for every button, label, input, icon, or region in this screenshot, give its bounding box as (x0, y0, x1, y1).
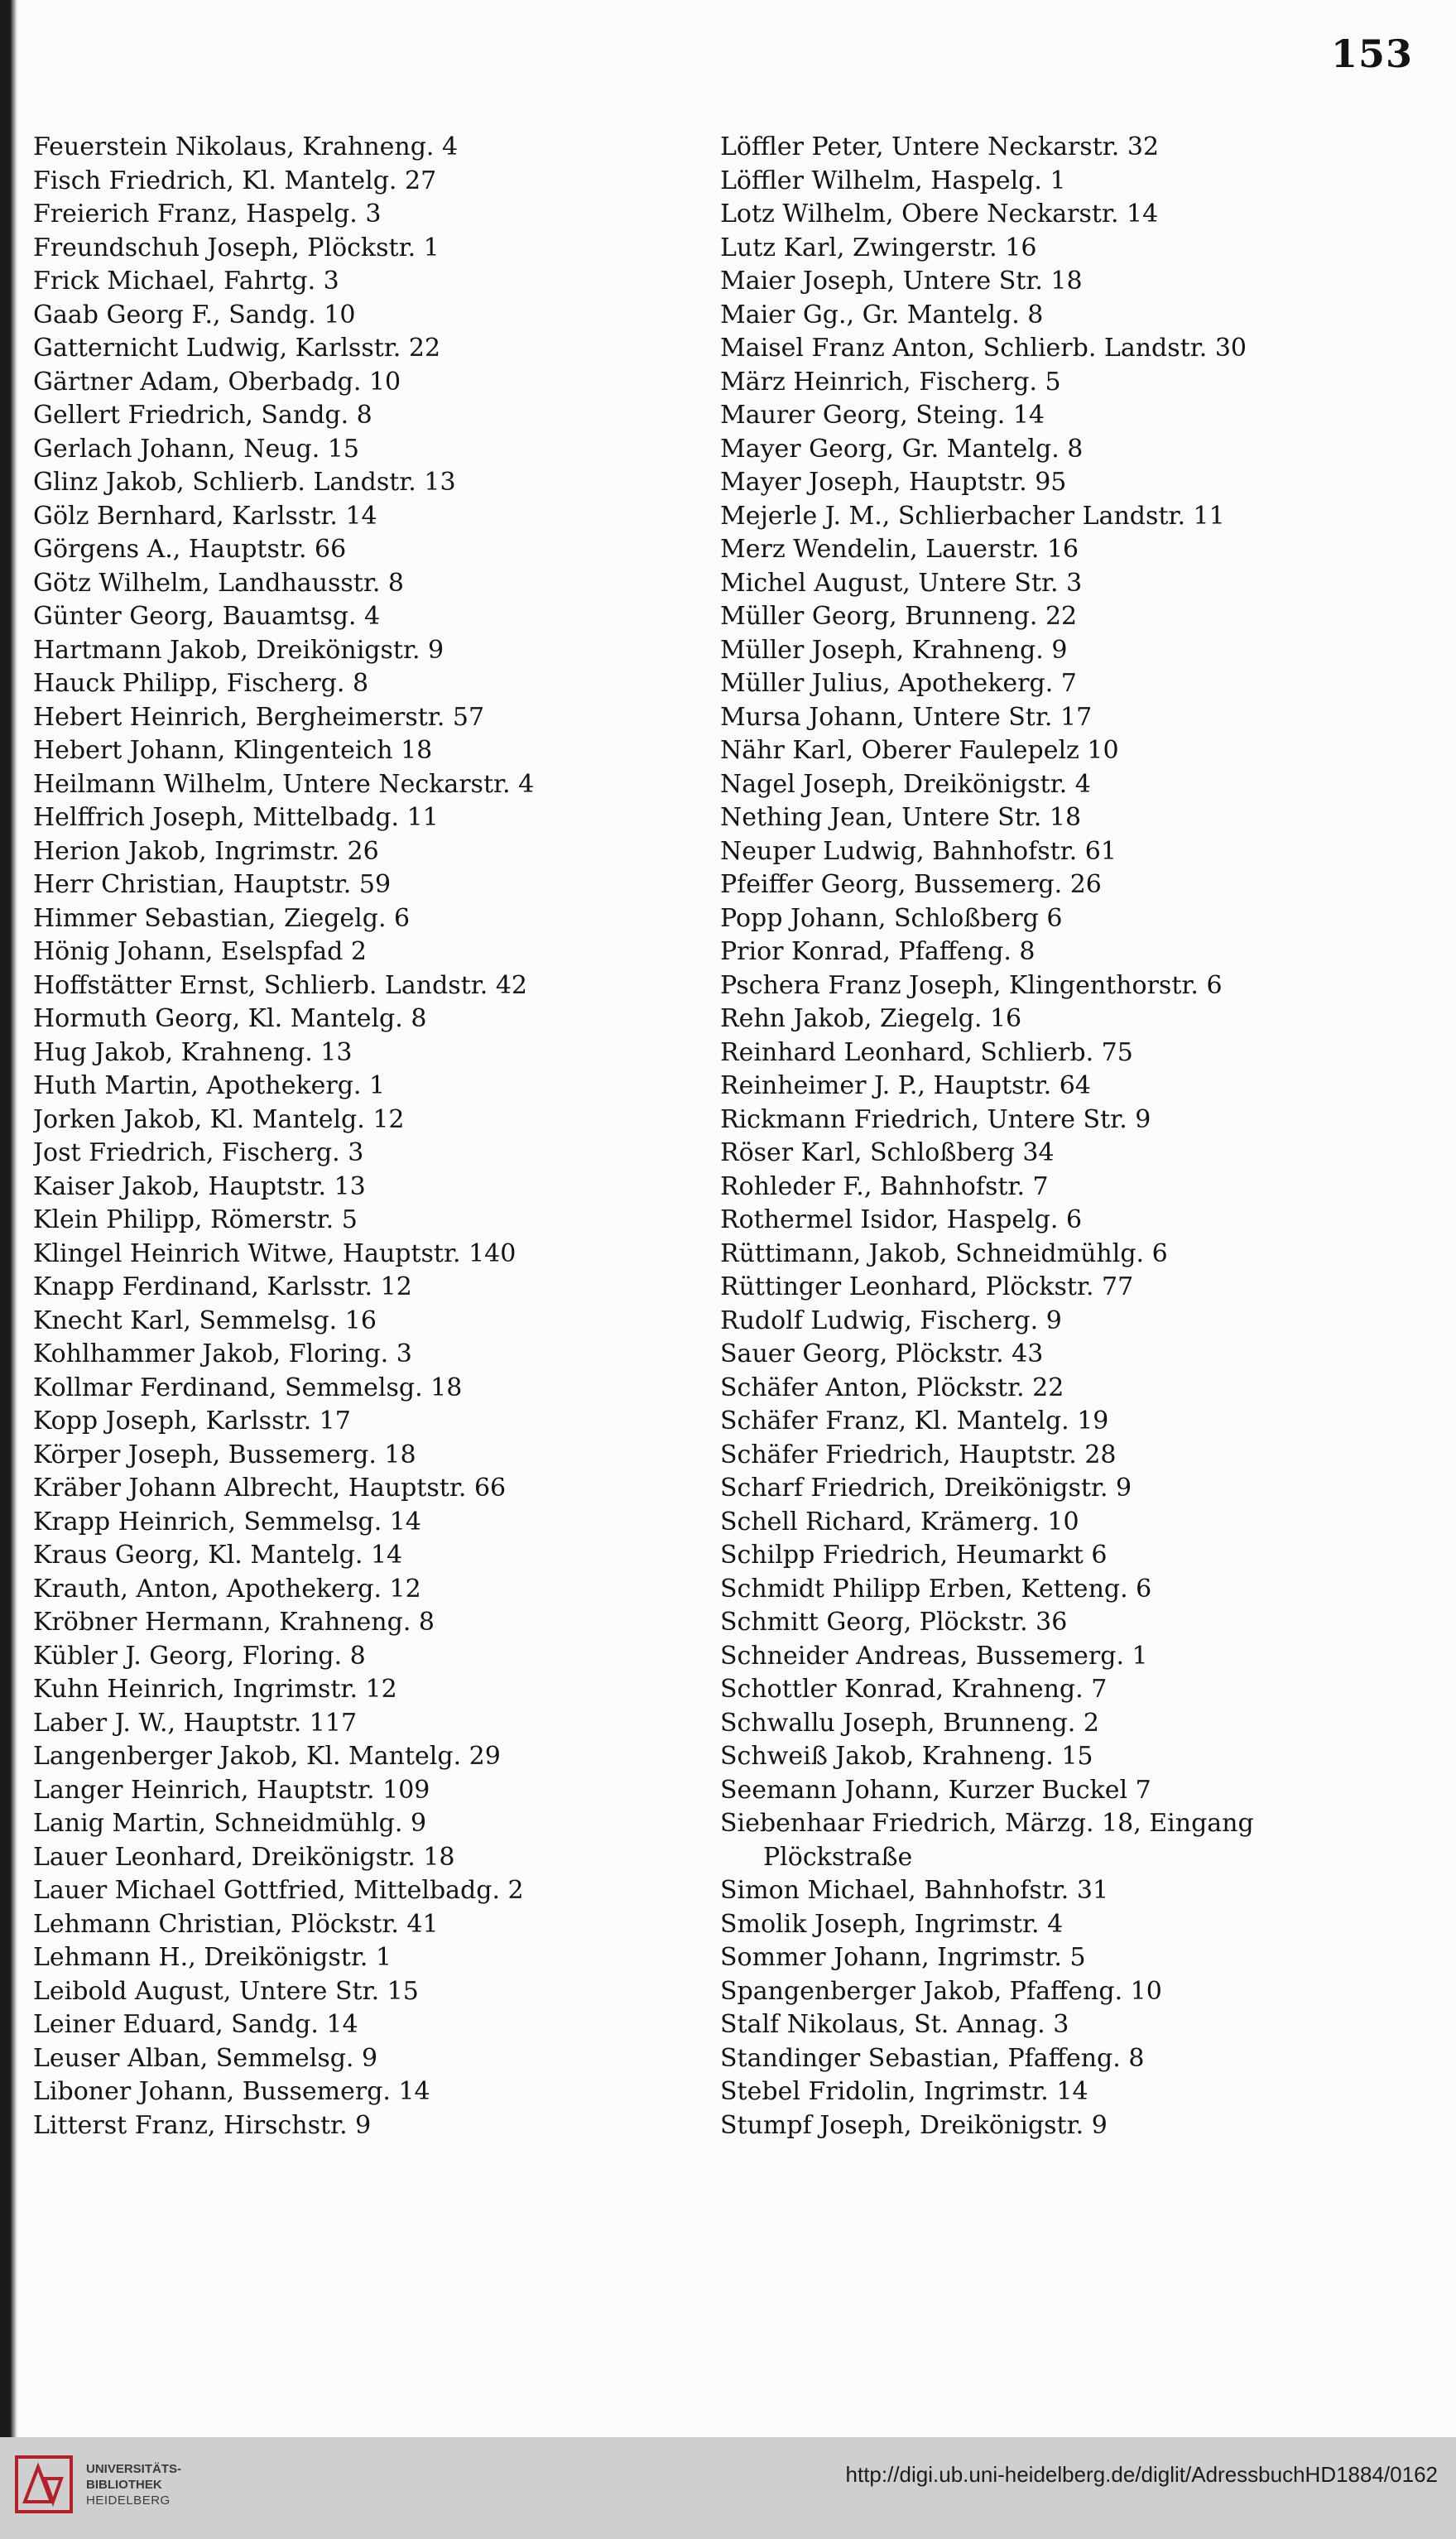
logo-line-1: UNIVERSITÄTS- (86, 2461, 182, 2476)
directory-entry: Kuhn Heinrich, Ingrimstr. 12 (33, 1675, 397, 1704)
left-column-directory (33, 131, 695, 2142)
directory-entry: Spangenberger Jakob, Pfaffeng. 10 (720, 1976, 1162, 2006)
directory-entry: Klein Philipp, Römerstr. 5 (33, 1205, 358, 1234)
directory-entry: Mursa Johann, Untere Str. 17 (720, 702, 1093, 732)
directory-entry: Lehmann H., Dreikönigstr. 1 (33, 1943, 392, 1972)
directory-entry: Stumpf Joseph, Dreikönigstr. 9 (720, 2110, 1108, 2140)
directory-entry: Stebel Fridolin, Ingrimstr. 14 (720, 2077, 1088, 2106)
directory-entry: Nething Jean, Untere Str. 18 (720, 803, 1082, 832)
directory-entry: Leibold August, Untere Str. 15 (33, 1976, 419, 2006)
directory-entry: Kaiser Jakob, Hauptstr. 13 (33, 1171, 366, 1201)
directory-entry: Knapp Ferdinand, Karlsstr. 12 (33, 1272, 412, 1301)
directory-entry: Hug Jakob, Krahneng. 13 (33, 1037, 353, 1067)
directory-entry: Rüttinger Leonhard, Plöckstr. 77 (720, 1272, 1134, 1301)
directory-entry: Herr Christian, Hauptstr. 59 (33, 870, 392, 899)
directory-entry: Heilmann Wilhelm, Untere Neckarstr. 4 (33, 769, 535, 799)
directory-entry: Hebert Heinrich, Bergheimerstr. 57 (33, 702, 485, 732)
directory-entry: Rothermel Isidor, Haspelg. 6 (720, 1205, 1083, 1234)
directory-entry: Pfeiffer Georg, Bussemerg. 26 (720, 870, 1102, 899)
directory-entry: Schneider Andreas, Bussemerg. 1 (720, 1641, 1148, 1671)
source-url-link[interactable]: http://digi.ub.uni-heidelberg.de/diglit/AdressbuchHD1884/0162 (845, 2462, 1438, 2487)
logo-line-3: HEIDELBERG (86, 2493, 171, 2508)
directory-entry: Plöckstraße (763, 1842, 913, 1872)
directory-entry: Langer Heinrich, Hauptstr. 109 (33, 1775, 430, 1805)
directory-entry: Mayer Georg, Gr. Mantelg. 8 (720, 434, 1084, 464)
directory-entry: Götz Wilhelm, Landhausstr. 8 (33, 568, 405, 598)
directory-entry: Lehmann Christian, Plöckstr. 41 (33, 1909, 439, 1939)
directory-entry: Hartmann Jakob, Dreikönigstr. 9 (33, 635, 444, 665)
directory-entry: Kollmar Ferdinand, Semmelsg. 18 (33, 1373, 463, 1402)
directory-entry: Schell Richard, Krämerg. 10 (720, 1507, 1079, 1536)
directory-entry: Rehn Jakob, Ziegelg. 16 (720, 1004, 1022, 1033)
directory-entry: Maier Joseph, Untere Str. 18 (720, 267, 1083, 296)
directory-entry: Sauer Georg, Plöckstr. 43 (720, 1339, 1044, 1368)
directory-entry: Feuerstein Nikolaus, Krahneng. 4 (33, 132, 459, 161)
directory-entry: Schmidt Philipp Erben, Ketteng. 6 (720, 1574, 1152, 1604)
library-logo[interactable] (13, 2454, 181, 2515)
directory-entry: Gölz Bernhard, Karlsstr. 14 (33, 501, 377, 531)
library-footer (0, 2437, 1456, 2539)
directory-entry: Lauer Leonhard, Dreikönigstr. 18 (33, 1842, 455, 1872)
directory-entry: Schäfer Franz, Kl. Mantelg. 19 (720, 1407, 1109, 1435)
directory-entry: Standinger Sebastian, Pfaffeng. 8 (720, 2043, 1145, 2073)
directory-entry: Freierich Franz, Haspelg. 3 (33, 200, 382, 228)
directory-entry: Schäfer Friedrich, Hauptstr. 28 (720, 1440, 1117, 1469)
directory-entry: Rickmann Friedrich, Untere Str. 9 (720, 1104, 1151, 1134)
directory-entry: Schäfer Anton, Plöckstr. 22 (720, 1373, 1064, 1402)
right-column-directory (720, 131, 1432, 2142)
directory-entry: Gellert Friedrich, Sandg. 8 (33, 401, 372, 430)
directory-entry: März Heinrich, Fischerg. 5 (720, 367, 1061, 397)
directory-entry: Schottler Konrad, Krahneng. 7 (720, 1675, 1108, 1704)
directory-entry: Jost Friedrich, Fischerg. 3 (33, 1138, 364, 1167)
directory-entry: Rudolf Ludwig, Fischerg. 9 (720, 1306, 1062, 1335)
directory-entry: Smolik Joseph, Ingrimstr. 4 (720, 1909, 1064, 1939)
library-seal-icon (13, 2454, 74, 2515)
directory-entry: Röser Karl, Schloßberg 34 (720, 1138, 1055, 1167)
directory-entry: Kopp Joseph, Karlsstr. 17 (33, 1407, 351, 1435)
directory-entry: Gatternicht Ludwig, Karlsstr. 22 (33, 334, 441, 363)
directory-entry: Stalf Nikolaus, St. Annag. 3 (720, 2010, 1069, 2039)
directory-entry: Himmer Sebastian, Ziegelg. 6 (33, 903, 411, 933)
directory-entry: Kräber Johann Albrecht, Hauptstr. 66 (33, 1474, 507, 1503)
directory-entry: Kohlhammer Jakob, Floring. 3 (33, 1339, 412, 1368)
directory-entry: Seemann Johann, Kurzer Buckel 7 (720, 1775, 1151, 1805)
directory-entry: Löffler Peter, Untere Neckarstr. 32 (720, 132, 1160, 161)
directory-entry: Leuser Alban, Semmelsg. 9 (33, 2043, 378, 2073)
directory-entry: Rüttimann, Jakob, Schneidmühlg. 6 (720, 1238, 1168, 1268)
directory-entry: Gärtner Adam, Oberbadg. 10 (33, 367, 401, 397)
directory-entry: Gaab Georg F., Sandg. 10 (33, 300, 356, 329)
directory-entry: Leiner Eduard, Sandg. 14 (33, 2010, 358, 2039)
directory-entry: Langenberger Jakob, Kl. Mantelg. 29 (33, 1742, 501, 1771)
directory-entry: Freundschuh Joseph, Plöckstr. 1 (33, 233, 440, 262)
directory-entry: Reinhard Leonhard, Schlierb. 75 (720, 1037, 1133, 1067)
directory-entry: Knecht Karl, Semmelsg. 16 (33, 1306, 377, 1335)
directory-entry: Litterst Franz, Hirschstr. 9 (33, 2110, 372, 2140)
directory-entry: Liboner Johann, Bussemerg. 14 (33, 2077, 430, 2106)
directory-entry: Popp Johann, Schloßberg 6 (720, 903, 1063, 933)
directory-entry: Schmitt Georg, Plöckstr. 36 (720, 1608, 1068, 1637)
directory-entry: Körper Joseph, Bussemerg. 18 (33, 1440, 416, 1469)
directory-entry: Kraus Georg, Kl. Mantelg. 14 (33, 1541, 403, 1570)
directory-entry: Lanig Martin, Schneidmühlg. 9 (33, 1809, 427, 1838)
directory-entry: Helffrich Joseph, Mittelbadg. 11 (33, 803, 439, 832)
directory-entry: Neuper Ludwig, Bahnhofstr. 61 (720, 836, 1117, 866)
directory-entry: Sommer Johann, Ingrimstr. 5 (720, 1943, 1086, 1972)
directory-entry: Krapp Heinrich, Semmelsg. 14 (33, 1507, 421, 1536)
page-number: 153 (1330, 31, 1413, 76)
directory-entry: Lauer Michael Gottfried, Mittelbadg. 2 (33, 1876, 524, 1905)
logo-line-2: BIBLIOTHEK (86, 2477, 162, 2492)
directory-entry: Hoffstätter Ernst, Schlierb. Landstr. 42 (33, 970, 528, 1000)
page-binding-edge (0, 0, 18, 2437)
directory-entry: Müller Julius, Apothekerg. 7 (720, 669, 1077, 698)
directory-entry: Müller Joseph, Krahneng. 9 (720, 635, 1068, 665)
directory-entry: Maier Gg., Gr. Mantelg. 8 (720, 300, 1044, 329)
directory-entry: Laber J. W., Hauptstr. 117 (33, 1708, 358, 1738)
directory-entry: Hauck Philipp, Fischerg. 8 (33, 669, 369, 698)
directory-entry: Frick Michael, Fahrtg. 3 (33, 267, 339, 296)
directory-entry: Schwallu Joseph, Brunneng. 2 (720, 1708, 1099, 1738)
directory-entry: Jorken Jakob, Kl. Mantelg. 12 (33, 1104, 405, 1134)
directory-entry: Krauth, Anton, Apothekerg. 12 (33, 1574, 421, 1604)
directory-entry: Herion Jakob, Ingrimstr. 26 (33, 836, 379, 866)
directory-entry: Reinheimer J. P., Hauptstr. 64 (720, 1071, 1091, 1100)
directory-entry: Rohleder F., Bahnhofstr. 7 (720, 1171, 1049, 1201)
directory-entry: Nähr Karl, Oberer Faulepelz 10 (720, 736, 1119, 765)
directory-entry: Kröbner Hermann, Krahneng. 8 (33, 1608, 435, 1637)
directory-entry: Nagel Joseph, Dreikönigstr. 4 (720, 769, 1091, 799)
directory-entry: Hormuth Georg, Kl. Mantelg. 8 (33, 1004, 427, 1033)
directory-entry: Mejerle J. M., Schlierbacher Landstr. 11 (720, 501, 1225, 531)
directory-entry: Lutz Karl, Zwingerstr. 16 (720, 233, 1037, 262)
directory-entry: Scharf Friedrich, Dreikönigstr. 9 (720, 1474, 1132, 1503)
directory-entry: Fisch Friedrich, Kl. Mantelg. 27 (33, 166, 437, 195)
directory-entry: Lotz Wilhelm, Obere Neckarstr. 14 (720, 200, 1159, 228)
directory-entry: Löffler Wilhelm, Haspelg. 1 (720, 166, 1066, 195)
directory-entry: Siebenhaar Friedrich, Märzg. 18, Eingang (720, 1809, 1254, 1838)
directory-entry: Maurer Georg, Steing. 14 (720, 401, 1045, 430)
directory-entry: Huth Martin, Apothekerg. 1 (33, 1071, 386, 1100)
directory-entry: Simon Michael, Bahnhofstr. 31 (720, 1876, 1109, 1905)
directory-entry: Kübler J. Georg, Floring. 8 (33, 1641, 366, 1671)
directory-entry: Hönig Johann, Eselspfad 2 (33, 937, 367, 966)
directory-entry: Gerlach Johann, Neug. 15 (33, 434, 359, 464)
directory-entry: Glinz Jakob, Schlierb. Landstr. 13 (33, 468, 456, 497)
directory-entry: Pschera Franz Joseph, Klingenthorstr. 6 (720, 970, 1223, 1000)
directory-entry: Merz Wendelin, Lauerstr. 16 (720, 535, 1079, 564)
directory-entry: Mayer Joseph, Hauptstr. 95 (720, 468, 1067, 497)
directory-entry: Schweiß Jakob, Krahneng. 15 (720, 1742, 1093, 1771)
directory-entry: Günter Georg, Bauamtsg. 4 (33, 602, 381, 631)
directory-entry: Müller Georg, Brunneng. 22 (720, 602, 1078, 631)
directory-entry: Hebert Johann, Klingenteich 18 (33, 736, 433, 765)
directory-entry: Maisel Franz Anton, Schlierb. Landstr. 30 (720, 334, 1247, 363)
directory-entry: Prior Konrad, Pfaffeng. 8 (720, 937, 1036, 966)
directory-entry: Michel August, Untere Str. 3 (720, 568, 1083, 598)
directory-entry: Görgens A., Hauptstr. 66 (33, 535, 347, 564)
directory-entry: Klingel Heinrich Witwe, Hauptstr. 140 (33, 1238, 517, 1268)
directory-entry: Schilpp Friedrich, Heumarkt 6 (720, 1541, 1108, 1570)
